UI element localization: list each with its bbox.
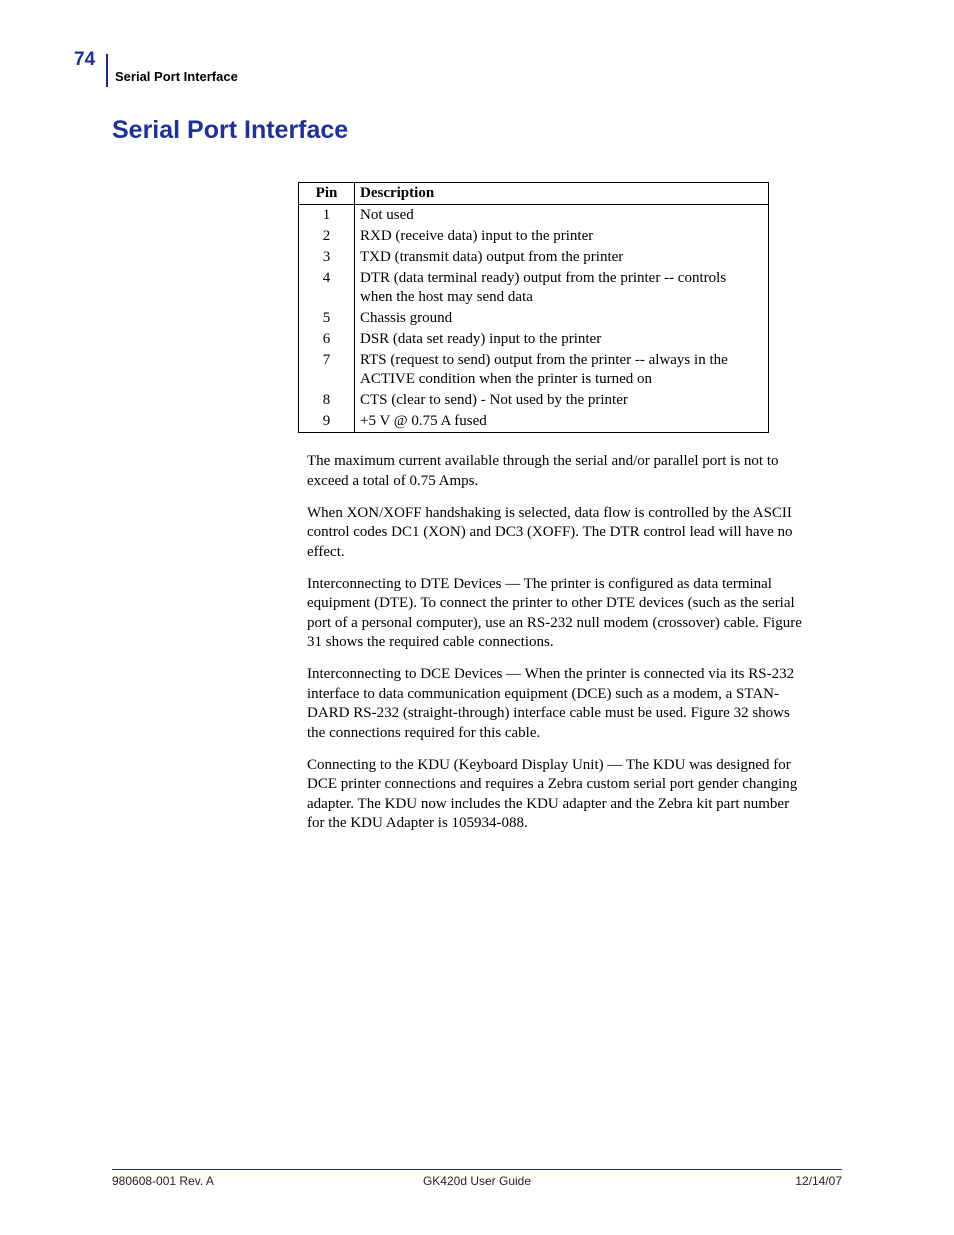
table-row (299, 329, 769, 350)
description-line: RXD (receive data) input to the printer (360, 228, 594, 244)
pin-number: 6 (299, 329, 355, 350)
page-number: 74 (74, 49, 96, 70)
table-header-row (299, 183, 769, 205)
description-line: when the host may send data (360, 289, 533, 305)
text-line: DARD RS-232 (straight-through) interface cable must be used. Figure 32 shows (307, 705, 790, 721)
pin-number: 9 (299, 411, 355, 433)
pin-column-header: Pin (299, 183, 355, 205)
description-line: DSR (data set ready) input to the printer (360, 331, 602, 347)
paragraph-dce-devices (307, 665, 847, 743)
paragraph-xon-xoff (307, 504, 847, 563)
pin-description (355, 226, 769, 247)
table-row (299, 226, 769, 247)
paragraph-dte-devices (307, 575, 847, 653)
pin-description (355, 350, 769, 390)
pin-description (355, 247, 769, 268)
description-line: RTS (request to send) output from the printer -- always in the (360, 352, 728, 368)
text-line: DCE printer connections and requires a Zebra custom serial port gender changing (307, 776, 798, 792)
description-line: TXD (transmit data) output from the printer (360, 249, 624, 265)
body-text (307, 452, 847, 846)
pin-assignment-table (298, 182, 769, 433)
pin-description (355, 308, 769, 329)
footer-doc-number: 980608-001 Rev. A (112, 1174, 214, 1188)
section-title: Serial Port Interface (112, 116, 349, 144)
text-line: 31 shows the required cable connections. (307, 634, 554, 650)
description-line: CTS (clear to send) - Not used by the printer (360, 392, 628, 408)
description-line: Chassis ground (360, 310, 453, 326)
text-line: Interconnecting to DTE Devices — The printer is configured as data terminal (307, 575, 772, 592)
text-line: The maximum current available through the serial and/or parallel port is not to (307, 453, 779, 469)
pin-description (355, 411, 769, 433)
table-row (299, 308, 769, 329)
text-line: control codes DC1 (XON) and DC3 (XOFF). The DTR control lead will have no (307, 524, 793, 540)
paragraph-max-current (307, 452, 847, 491)
table-row (299, 205, 769, 227)
running-header-title: Serial Port Interface (115, 69, 238, 84)
table-row (299, 411, 769, 433)
description-line: ACTIVE condition when the printer is turned on (360, 371, 653, 387)
pin-number: 4 (299, 268, 355, 308)
text-line: equipment (DTE). To connect the printer to other DTE devices (such as the serial (307, 595, 795, 611)
description-line: DTR (data terminal ready) output from the printer -- controls (360, 270, 727, 286)
table-row (299, 268, 769, 308)
pin-number: 7 (299, 350, 355, 390)
footer-guide-title: GK420d User Guide (422, 1174, 532, 1188)
text-line: effect. (307, 543, 345, 560)
page-footer (112, 1174, 842, 1189)
footer-date: 12/14/07 (795, 1174, 842, 1188)
pin-number: 1 (299, 205, 355, 227)
pin-description (355, 329, 769, 350)
table-row (299, 350, 769, 390)
text-line: Interconnecting to DCE Devices — When the printer is connected via its RS-232 (307, 666, 795, 682)
pin-number: 8 (299, 390, 355, 411)
pin-description (355, 390, 769, 411)
text-line: Connecting to the KDU (Keyboard Display Unit) — The KDU was designed for (307, 756, 791, 773)
pin-description (355, 268, 769, 308)
text-line: When XON/XOFF handshaking is selected, data flow is controlled by the ASCII (307, 504, 792, 521)
description-line: +5 V @ 0.75 A fused (360, 413, 487, 429)
text-line: port of a personal computer), use an RS-232 null modem (crossover) cable. Figure (307, 614, 802, 631)
pin-number: 5 (299, 308, 355, 329)
header-divider (106, 54, 108, 87)
text-line: exceed a total of 0.75 Amps. (307, 472, 479, 489)
text-line: adapter. The KDU now includes the KDU adapter and the Zebra kit part number (307, 795, 790, 812)
pin-number: 2 (299, 226, 355, 247)
paragraph-kdu (307, 756, 847, 834)
description-line: Not used (360, 207, 414, 223)
table-row (299, 390, 769, 411)
table-row (299, 247, 769, 268)
footer-rule (112, 1169, 842, 1170)
pin-number: 3 (299, 247, 355, 268)
text-line: the connections required for this cable. (307, 724, 541, 741)
text-line: interface to data communication equipment (DCE) such as a modem, a STAN- (307, 685, 779, 702)
description-column-header: Description (355, 183, 769, 205)
text-line: for the KDU Adapter is 105934-088. (307, 815, 528, 831)
pin-description (355, 205, 769, 227)
